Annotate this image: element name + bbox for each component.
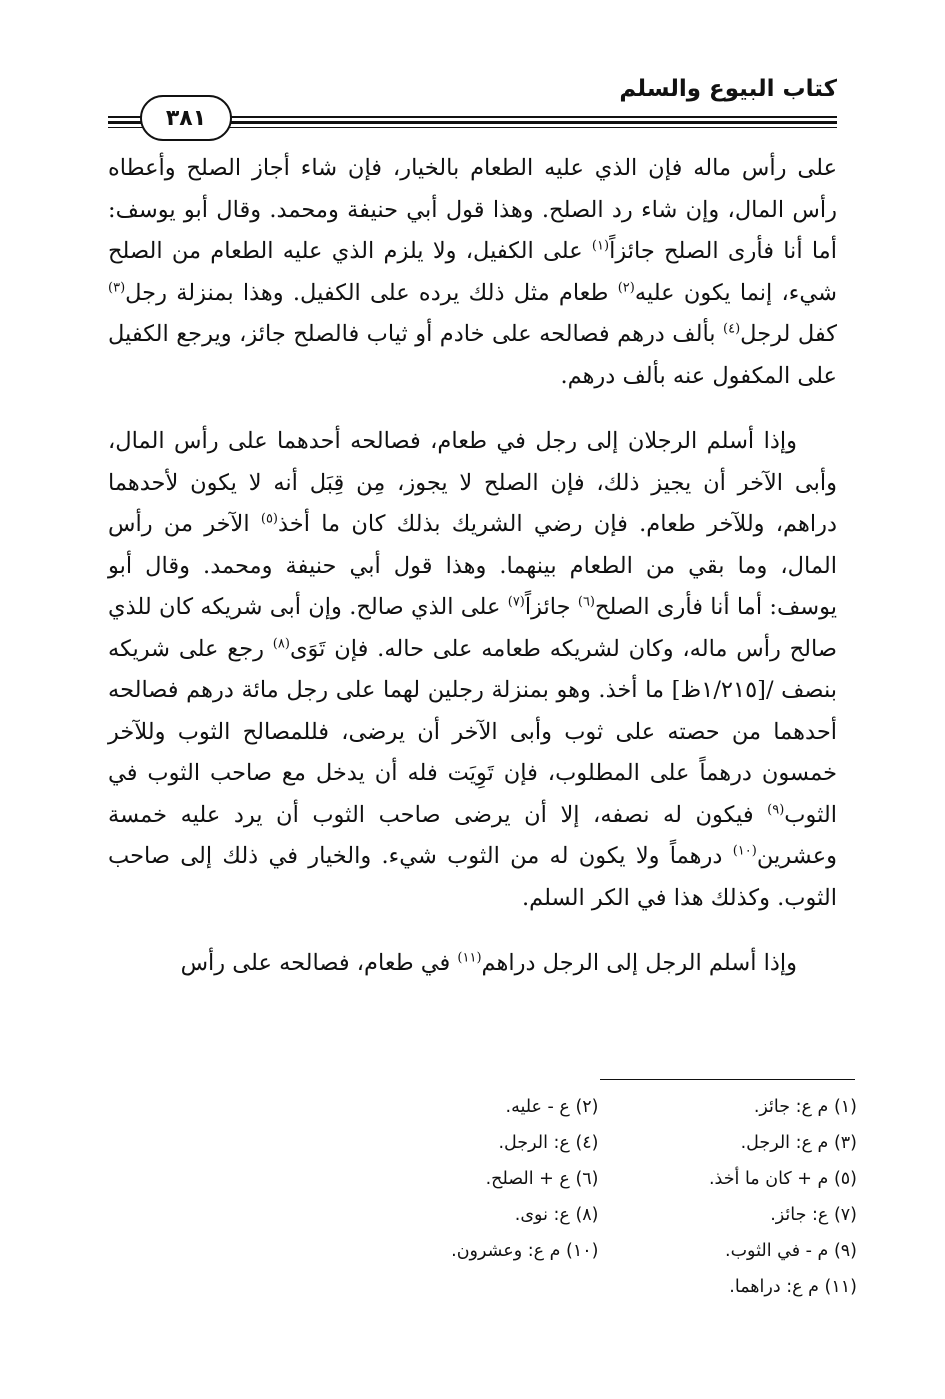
footnote xyxy=(380,1169,599,1205)
text-run: درهماً ولا يكون له من الثوب شيء. والخيار في ذلك إلى صاحب الثوب. وكذلك هذا في الكر السلم. xyxy=(108,843,837,911)
footnote-marker[interactable]: (١١) xyxy=(457,950,482,966)
page-number: ٣٨١ xyxy=(140,95,232,141)
text-run: في طعام، فصالحه على رأس xyxy=(180,950,458,976)
footnote-text: ع: جائز. xyxy=(770,1205,829,1225)
text-run: طعام مثل ذلك يرده على الكفيل. وهذا بمنزلة رجل xyxy=(125,279,618,306)
footnotes xyxy=(380,1097,857,1313)
footnote-text: م ع: دراهما. xyxy=(729,1277,819,1297)
footnote-text: م ع: جائز. xyxy=(753,1097,829,1117)
footnote-marker[interactable]: (٣) xyxy=(108,280,126,295)
footnote-number: (٩) xyxy=(833,1241,857,1261)
text-run: وإذا أسلم الرجل إلى الرجل دراهم xyxy=(481,950,797,976)
footnote-number: (٣) xyxy=(833,1133,857,1153)
footnote-text: م ع: وعشرون. xyxy=(451,1241,561,1261)
footnote xyxy=(639,1205,858,1241)
paragraph xyxy=(108,421,837,919)
footnote-marker[interactable]: (١) xyxy=(591,238,610,254)
text-run: فيكون له نصفه، إلا أن يرضى صاحب الثوب أن يرد عليه خمسة وعشرين xyxy=(108,801,837,869)
text-run: على الكفيل، ولا يلزم الذي عليه الطعام من الصلح شيء، إنما يكون عليه xyxy=(108,238,837,306)
footnote-text: ع: الرجل. xyxy=(498,1133,570,1153)
footnote-number: (٧) xyxy=(833,1205,857,1225)
footnote-marker[interactable]: (٩) xyxy=(767,802,785,817)
footnote-number: (١٠) xyxy=(566,1241,599,1261)
footnote xyxy=(639,1169,858,1205)
footnote xyxy=(380,1133,599,1169)
footnote-marker[interactable]: (٧) xyxy=(507,594,525,610)
footnote-separator xyxy=(600,1079,855,1080)
footnote-marker[interactable]: (٤) xyxy=(723,321,741,337)
footnote xyxy=(380,1097,599,1133)
footnote-number: (٦) xyxy=(575,1169,599,1189)
text-run: بألف درهم فصالحه على خادم أو ثياب فالصلح جائز، ويرجع الكفيل على المكفول عنه بألف درهم. xyxy=(108,321,837,389)
text-run: على الذي صالح. وإن أبى شريكه كان للذي صالح رأس ماله، وكان لشريكه طعامه على حاله. فإن تَوَى xyxy=(108,594,837,662)
footnote-text: ع - عليه. xyxy=(505,1097,570,1117)
footnote xyxy=(639,1133,858,1169)
text-run: الآخر من رأس المال، وما بقي من الطعام بينهما. وهذا قول أبي حنيفة ومحمد. وقال أبو يوسف: أما أنا فأرى الصلح xyxy=(108,511,837,620)
footnote xyxy=(639,1277,858,1313)
running-title: كتاب البيوع والسلم xyxy=(619,76,837,102)
footnote-marker[interactable]: (٨) xyxy=(272,636,290,651)
footnote xyxy=(639,1097,858,1133)
footnote-text: م ع: الرجل. xyxy=(740,1133,829,1153)
footnote-marker[interactable]: (٦) xyxy=(577,594,595,610)
footnote-text: م + كان ما أخذ. xyxy=(708,1169,829,1189)
footnote-text: ع + الصلح. xyxy=(485,1169,570,1189)
footnote-marker[interactable]: (١٠) xyxy=(732,843,757,859)
text-run: جائزاً xyxy=(524,594,578,620)
footnote xyxy=(380,1205,599,1241)
footnote-marker[interactable]: (٥) xyxy=(260,511,278,527)
footnote-marker[interactable]: (٢) xyxy=(617,280,635,295)
main-text xyxy=(108,148,837,985)
footnote-number: (٤) xyxy=(575,1133,599,1153)
text-run: وإذا أسلم الرجلان إلى رجل في طعام، فصالحه أحدهما على رأس المال، وأبى الآخر أن يجيز ذلك، فإن الصلح لا يجوز، مِن قِبَل أنه لا يكون لأحدهما دراهم، وللآخر طعام. فإن رضي الشريك بذلك كان ما أخذ xyxy=(108,428,838,537)
footnote xyxy=(639,1241,858,1277)
footnote-number: (٢) xyxy=(575,1097,599,1117)
paragraph xyxy=(108,148,837,397)
text-run: رجع على شريكه بنصف /[١/٢١٥ظ] ما أخذ. وهو بمنزلة رجلين لهما على رجل مائة درهم فصالحه أحدهما من حصته على ثوب وأبى الآخر أن يرضى، فللمصالح الثوب وللآخر خمسون درهماً على المطلوب، فإن تَوِيَت فله أن يدخل مع صاحب الثوب في الثوب xyxy=(108,635,837,828)
text-run: كفل لرجل xyxy=(740,321,837,347)
footnote-number: (٥) xyxy=(833,1169,857,1189)
footnote-number: (٨) xyxy=(575,1205,599,1225)
text-run: على رأس ماله فإن الذي عليه الطعام بالخيار، فإن شاء أجاز الصلح وأعطاه رأس المال، وإن شاء رد الصلح. وهذا قول أبي حنيفة ومحمد. وقال أبو يوسف: أما أنا فأرى الصلح جائزاً xyxy=(108,155,837,264)
footnote-list xyxy=(380,1097,857,1313)
footnote xyxy=(380,1241,599,1277)
footnote-text: م - في الثوب. xyxy=(725,1241,829,1261)
footnote-number: (١) xyxy=(833,1097,857,1117)
footnote-text: ع: نوى. xyxy=(514,1205,570,1225)
footnote-number: (١١) xyxy=(824,1277,857,1297)
paragraph xyxy=(108,943,837,985)
